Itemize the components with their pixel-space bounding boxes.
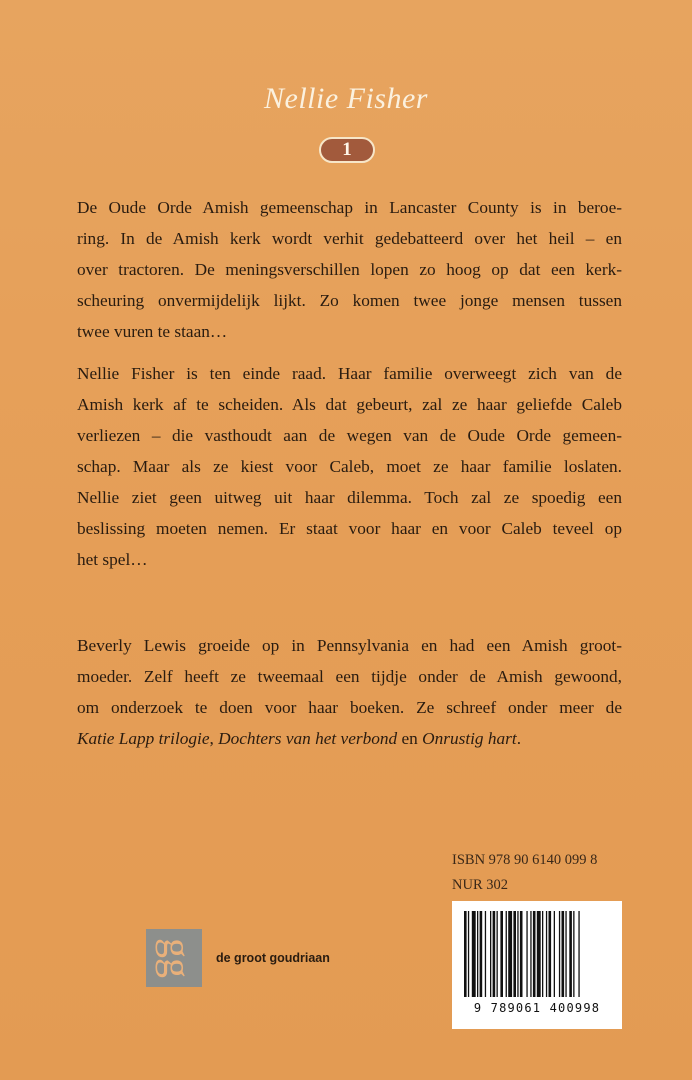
barcode-bar <box>517 911 518 997</box>
blurb-paragraph-1 <box>77 192 622 347</box>
blurb-line: over tractoren. De meningsverschillen lopen zo hoog op dat een kerk- <box>77 260 622 279</box>
volume-number-badge: 1 <box>319 137 375 163</box>
barcode-bar <box>468 911 469 997</box>
barcode-bar <box>559 911 560 997</box>
barcode-bar <box>573 911 574 997</box>
period: . <box>516 729 522 748</box>
barcode-bar <box>508 911 512 997</box>
barcode-bar <box>480 911 483 997</box>
barcode-bar <box>562 911 565 997</box>
barcode-bar <box>578 911 579 997</box>
blurb-line: De Oude Orde Amish gemeenschap in Lancaster County is in beroe- <box>77 198 622 217</box>
barcode-bar <box>549 911 552 997</box>
book-title-3: Onrustig hart <box>422 729 517 748</box>
blurb-line: twee vuren te staan… <box>77 322 228 341</box>
blurb-line: om onderzoek te doen voor haar boeken. Ze schreef onder meer de <box>77 698 622 717</box>
blurb-line: Amish kerk af te scheiden. Als dat gebeurt, zal ze haar geliefde Caleb <box>77 395 622 414</box>
blurb-paragraph-2 <box>77 358 622 575</box>
barcode <box>452 901 622 1029</box>
barcode-bar <box>526 911 527 997</box>
blurb-line: het spel… <box>77 550 148 569</box>
blurb-line: scheuring onvermijdelijk lijkt. Zo komen twee jonge mensen tussen <box>77 291 622 310</box>
barcode-digits: 9 789061 400998 <box>473 1001 601 1015</box>
publisher-logo-icon <box>146 929 202 987</box>
barcode-bar <box>542 911 543 997</box>
separator: , <box>209 729 219 748</box>
blurb-paragraph-3 <box>77 630 622 754</box>
logo-glyph: gg <box>155 938 200 978</box>
barcode-bar <box>464 911 467 997</box>
barcode-bar <box>500 911 503 997</box>
barcode-bar <box>533 911 536 997</box>
book-title-1: Katie Lapp trilogie <box>77 729 210 748</box>
barcode-bar <box>485 911 486 997</box>
barcode-bar <box>513 911 516 997</box>
barcode-bar <box>530 911 531 997</box>
nur-text: NUR 302 <box>452 877 508 893</box>
barcode-bar <box>546 911 547 997</box>
blurb-line: Beverly Lewis groeide op in Pennsylvania en had een Amish groot- <box>77 636 622 655</box>
separator: en <box>397 729 423 748</box>
barcode-bar <box>520 911 523 997</box>
blurb-line: schap. Maar als ze kiest voor Caleb, moet ze haar familie loslaten. <box>77 457 622 476</box>
barcode-bar <box>506 911 507 997</box>
blurb-line: moeder. Zelf heeft ze tweemaal een tijdje onder de Amish gewoond, <box>77 667 622 686</box>
barcode-bar <box>490 911 491 997</box>
barcode-bar <box>497 911 498 997</box>
blurb-line: ring. In de Amish kerk wordt verhit gedebatteerd over het heil – en <box>77 229 622 248</box>
barcode-bar <box>554 911 555 997</box>
blurb-line: beslissing moeten nemen. Er staat voor haar en voor Caleb teveel op <box>77 519 622 538</box>
blurb-line: Nellie ziet geen uitweg uit haar dilemma. Toch zal ze spoedig een <box>77 488 622 507</box>
book-title-2: Dochters van het verbond <box>218 729 398 748</box>
series-title: Nellie Fisher <box>264 82 428 115</box>
publisher-name: de groot goudriaan <box>216 951 330 965</box>
barcode-bar <box>537 911 541 997</box>
barcode-bar <box>565 911 566 997</box>
barcode-bar <box>472 911 476 997</box>
isbn-block <box>452 848 597 898</box>
blurb-line-titles <box>77 723 622 754</box>
blurb-line: Nellie Fisher is ten einde raad. Haar familie overweegt zich van de <box>77 364 622 383</box>
barcode-bar <box>477 911 478 997</box>
blurb-line: verliezen – die vasthoudt aan de wegen van de Oude Orde gemeen- <box>77 426 622 445</box>
barcode-bar <box>493 911 496 997</box>
publisher <box>146 929 330 987</box>
isbn-text: ISBN 978 90 6140 099 8 <box>452 852 598 868</box>
barcode-bar <box>569 911 572 997</box>
